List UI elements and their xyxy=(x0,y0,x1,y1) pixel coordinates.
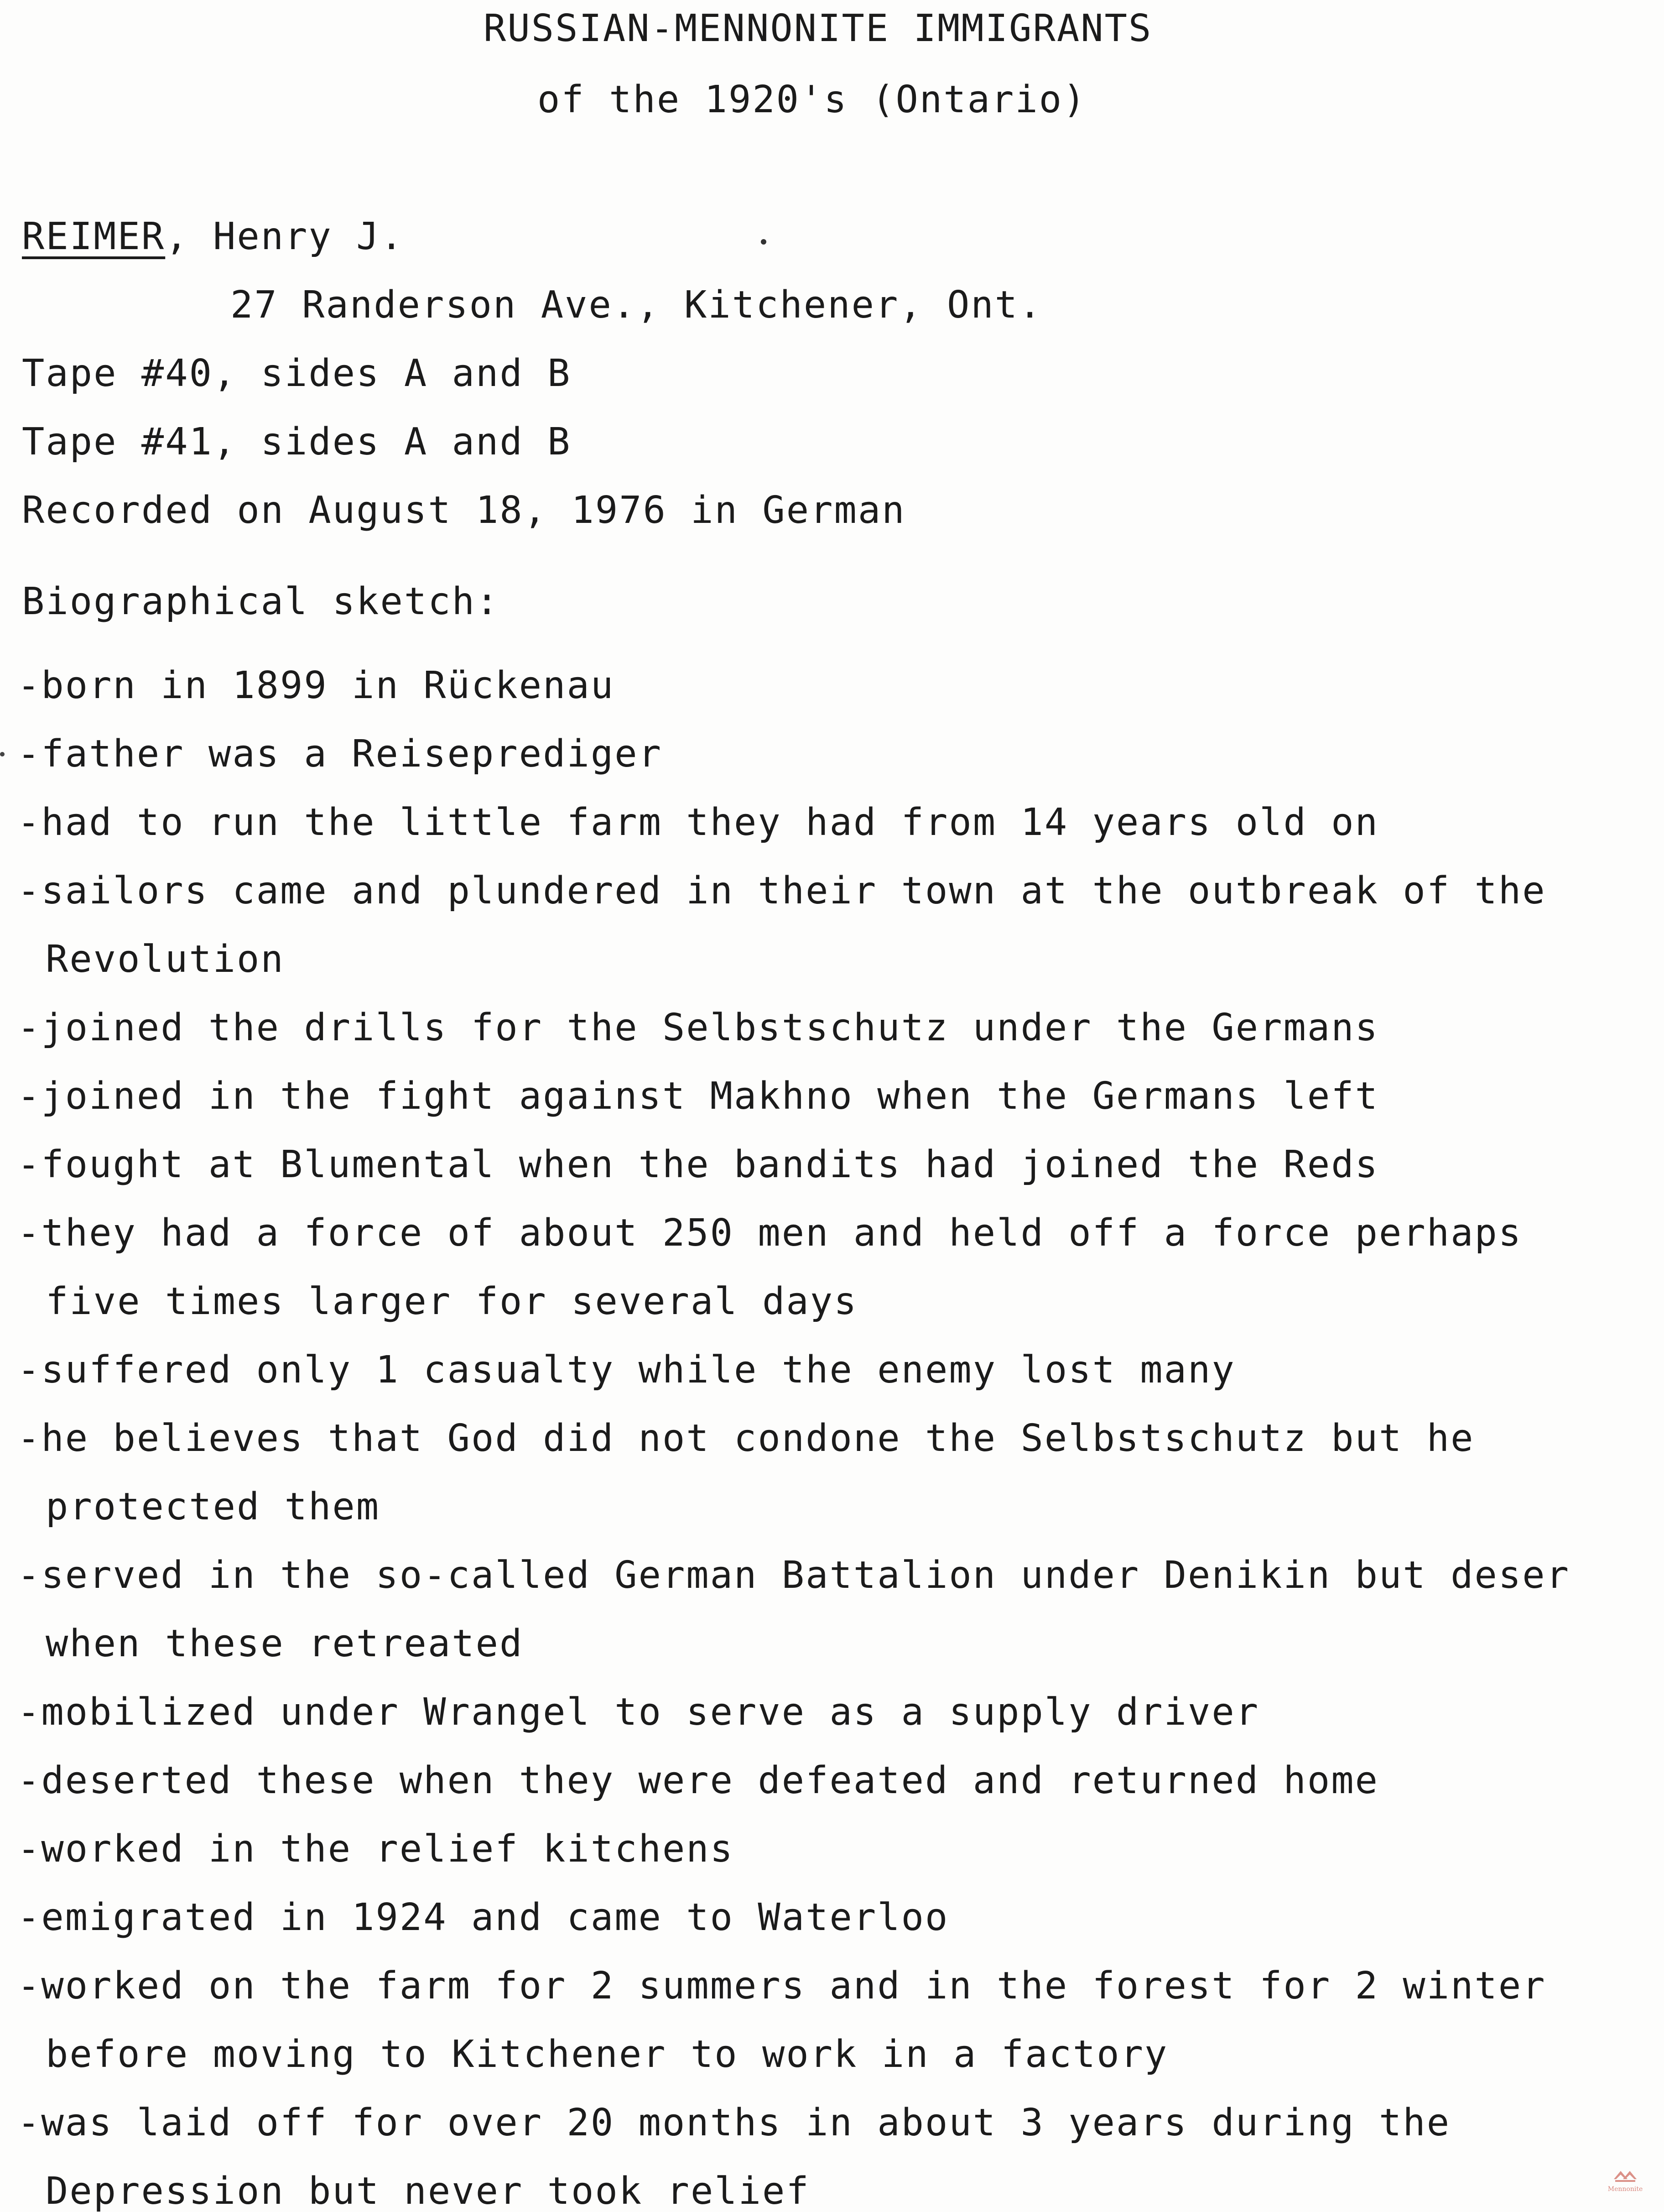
bio-line: -they had a force of about 250 men and held off a force perhaps xyxy=(17,1211,1523,1255)
bio-line: -worked on the farm for 2 summers and in the forest for 2 winter xyxy=(17,1964,1546,2008)
subject-name xyxy=(22,215,404,258)
bio-line: -emigrated in 1924 and came to Waterloo xyxy=(17,1896,949,1939)
mennonite-archive-logo xyxy=(1600,2165,1650,2202)
tape-info-2: Tape #41, sides A and B xyxy=(22,420,572,464)
bio-line-continuation: when these retreated xyxy=(46,1622,524,1665)
bio-line: -was laid off for over 20 months in about 3 years during the xyxy=(17,2101,1451,2144)
bio-line: -sailors came and plundered in their town at the outbreak of the xyxy=(17,869,1546,913)
bio-line: -fought at Blumental when the bandits had joined the Reds xyxy=(17,1143,1379,1186)
bio-line: -mobilized under Wrangel to serve as a supply driver xyxy=(17,1690,1260,1734)
document-title-line-1: RUSSIAN-MENNONITE IMMIGRANTS xyxy=(484,7,1153,50)
bio-line: -joined in the fight against Makhno when the Germans left xyxy=(17,1075,1379,1118)
bio-line: -father was a Reiseprediger xyxy=(17,732,662,776)
bio-line-continuation: before moving to Kitchener to work in a factory xyxy=(46,2033,1169,2076)
bio-line: -he believes that God did not condone the Selbstschutz but he xyxy=(17,1417,1475,1460)
margin-mark xyxy=(0,752,5,756)
biographical-sketch-heading: Biographical sketch: xyxy=(22,580,500,623)
bio-line: -worked in the relief kitchens xyxy=(17,1827,734,1871)
bio-line-continuation: Depression but never took relief xyxy=(46,2170,810,2212)
bio-line-continuation: five times larger for several days xyxy=(46,1280,858,1323)
bio-line: -deserted these when they were defeated and returned home xyxy=(17,1759,1379,1802)
bio-line: -joined the drills for the Selbstschutz under the Germans xyxy=(17,1006,1379,1049)
bio-line-continuation: Revolution xyxy=(46,938,285,981)
bio-line-continuation: protected them xyxy=(46,1485,380,1529)
subject-address: 27 Randerson Ave., Kitchener, Ont. xyxy=(230,283,1043,327)
bio-line: -served in the so-called German Battalion under Denikin but deser xyxy=(17,1554,1570,1597)
subject-given-name: , Henry J. xyxy=(165,215,404,258)
watermark-label: Mennonite xyxy=(1607,2186,1643,2193)
biographical-sketch-list xyxy=(17,652,1650,2212)
bio-line: -had to run the little farm they had from 14 years old on xyxy=(17,801,1379,844)
document-title-line-2: of the 1920's (Ontario) xyxy=(537,78,1087,121)
bio-line: -born in 1899 in Rückenau xyxy=(17,664,615,707)
ink-speck xyxy=(761,239,766,245)
recording-info: Recorded on August 18, 1976 in German xyxy=(22,489,906,532)
bio-line: -suffered only 1 casualty while the enemy lost many xyxy=(17,1348,1236,1392)
subject-surname: REIMER xyxy=(22,215,166,258)
tape-info-1: Tape #40, sides A and B xyxy=(22,352,572,395)
